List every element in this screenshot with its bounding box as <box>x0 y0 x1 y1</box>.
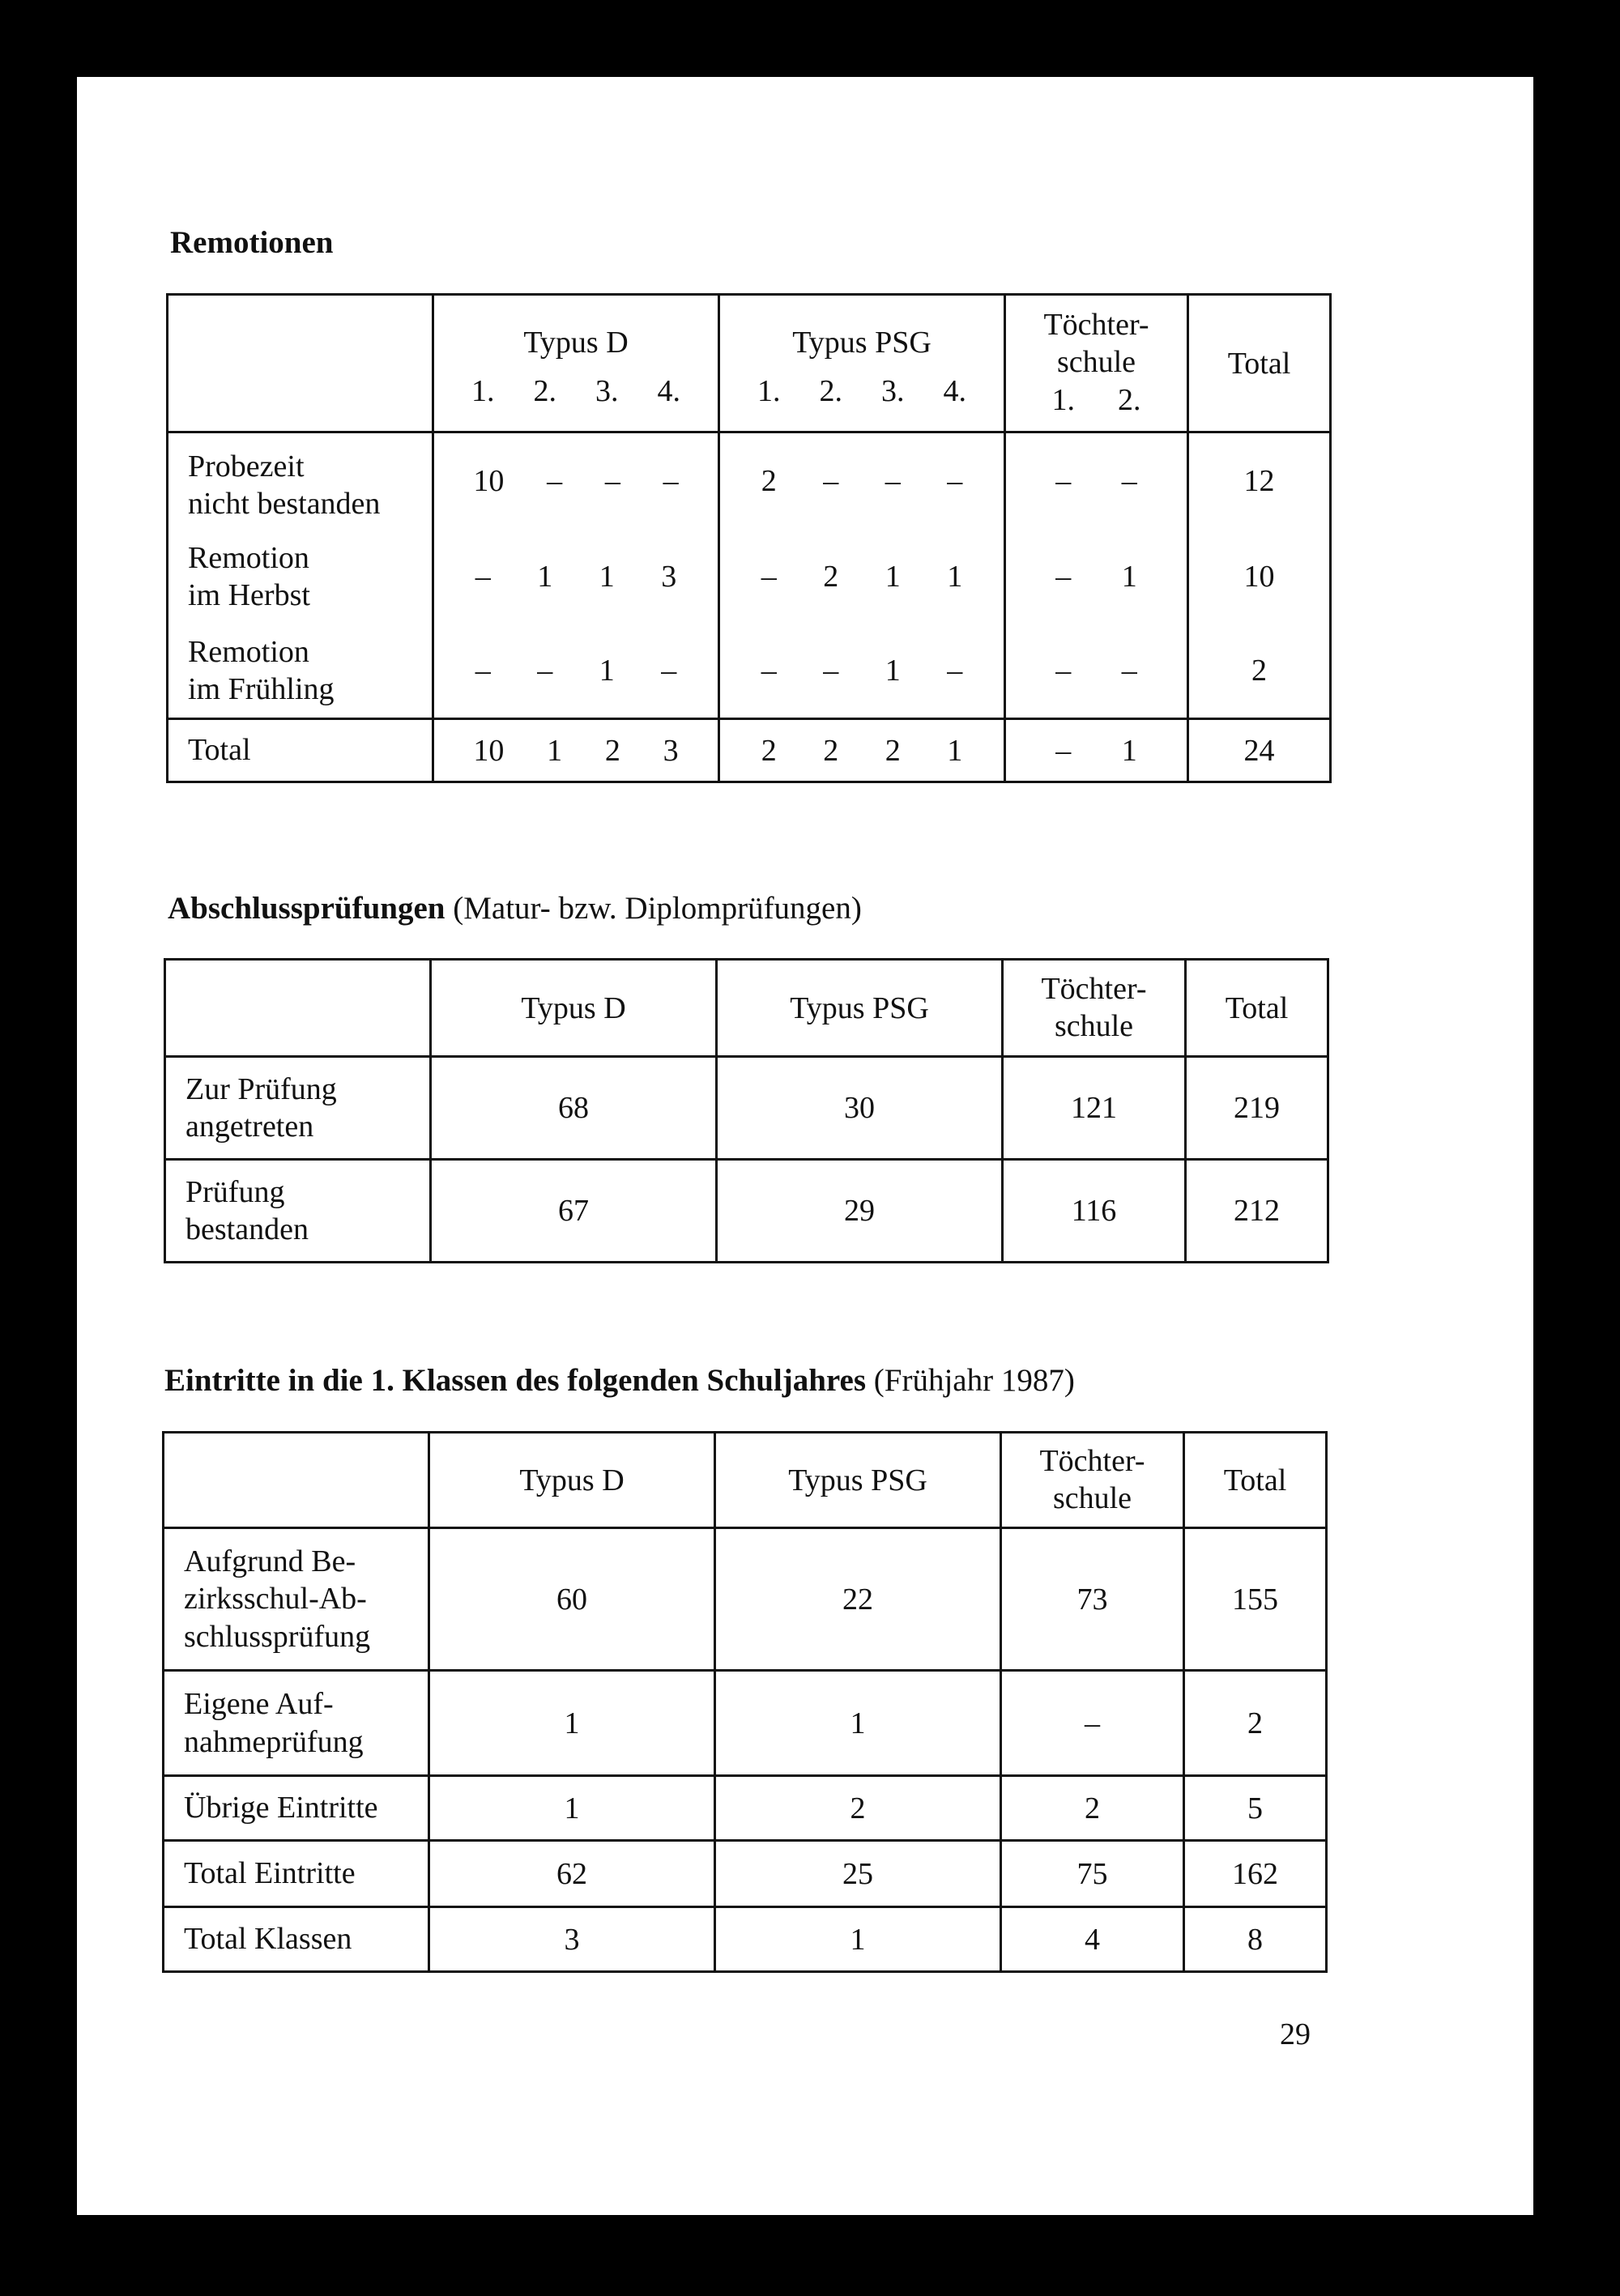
header-typus-psg <box>719 295 1005 432</box>
typus-d-values <box>433 530 719 624</box>
abschluss-subtitle: (Matur- bzw. Diplomprüfungen) <box>445 891 862 926</box>
sub-label: 1. <box>757 373 781 408</box>
row-total: 24 <box>1188 719 1331 782</box>
row-total: 2 <box>1188 624 1331 719</box>
abschluss-corner-cell <box>165 960 431 1057</box>
table-row <box>168 432 1331 530</box>
table-row <box>165 1160 1328 1263</box>
row-label: Total <box>168 719 433 782</box>
remotionen-heading <box>170 225 333 262</box>
cell-value: 1 <box>715 1907 1001 1972</box>
cell-value: 2 <box>823 560 839 594</box>
cell-value: – <box>823 464 839 499</box>
eintritte-title: Eintritte in die 1. Klassen des folgenden Schuljahres <box>164 1363 867 1398</box>
cell-value: – <box>823 654 839 688</box>
cell-value: 1 <box>947 733 963 768</box>
cell-value: 68 <box>431 1057 717 1160</box>
header-typus-psg: Typus PSG <box>717 960 1003 1057</box>
cell-value: 62 <box>429 1841 715 1907</box>
table-row <box>168 624 1331 719</box>
cell-value: 1 <box>885 654 901 688</box>
toechter-subheaders <box>1006 382 1187 420</box>
table-row <box>164 1671 1327 1776</box>
sub-label: 3. <box>881 373 905 408</box>
abschluss-table <box>164 958 1329 1263</box>
cell-value: 2 <box>715 1776 1001 1841</box>
cell-value: – <box>1055 654 1072 688</box>
cell-value: – <box>885 464 901 499</box>
cell-value: 1 <box>947 560 963 594</box>
row-label: Probezeit nicht bestanden <box>168 432 433 530</box>
row-label: Remotion im Frühling <box>168 624 433 719</box>
eintritte-heading <box>164 1363 1075 1399</box>
row-total: 12 <box>1188 432 1331 530</box>
cell-value: 3 <box>429 1907 715 1972</box>
header-typus-psg: Typus PSG <box>715 1433 1001 1528</box>
remotionen-table <box>166 293 1332 783</box>
cell-value: 3 <box>661 560 677 594</box>
cell-value: 10 <box>473 733 505 768</box>
header-toechterschule <box>1005 295 1188 432</box>
cell-value: 30 <box>717 1057 1003 1160</box>
abschluss-header-row <box>165 960 1328 1057</box>
eintritte-table <box>162 1431 1328 1973</box>
toechter-values <box>1005 624 1188 719</box>
cell-value: 2 <box>885 733 901 768</box>
table-row <box>164 1528 1327 1671</box>
cell-value: 10 <box>473 464 505 499</box>
page-number: 29 <box>1280 2017 1311 2051</box>
cell-value: 121 <box>1003 1057 1186 1160</box>
cell-value: – <box>661 654 677 688</box>
typus-d-subheaders <box>434 373 718 411</box>
toechter-values <box>1005 530 1188 624</box>
table-row <box>165 1057 1328 1160</box>
sub-label: 1. <box>1051 383 1075 418</box>
header-toechterschule: Töchter- schule <box>1003 960 1186 1057</box>
header-typus-d: Typus D <box>429 1433 715 1528</box>
cell-value: 2 <box>1184 1671 1327 1776</box>
cell-value: 2 <box>1001 1776 1184 1841</box>
header-typus-psg-label: Typus PSG <box>792 325 932 360</box>
toechter-values <box>1005 432 1188 530</box>
cell-value: – <box>475 560 491 594</box>
cell-value: – <box>761 560 777 594</box>
header-typus-d-label: Typus D <box>523 325 629 360</box>
cell-value: – <box>1001 1671 1184 1776</box>
cell-value: – <box>947 654 963 688</box>
cell-value: 5 <box>1184 1776 1327 1841</box>
remotionen-corner-cell <box>168 295 433 432</box>
abschluss-heading <box>168 891 862 927</box>
sub-label: 1. <box>471 373 495 408</box>
row-label: Remotion im Herbst <box>168 530 433 624</box>
cell-value: 162 <box>1184 1841 1327 1907</box>
cell-value: 73 <box>1001 1528 1184 1671</box>
row-label: Total Klassen <box>164 1907 429 1972</box>
remotionen-title: Remotionen <box>170 225 334 260</box>
header-total: Total <box>1184 1433 1327 1528</box>
sub-label: 2. <box>819 373 842 408</box>
cell-value: 8 <box>1184 1907 1327 1972</box>
cell-value: 2 <box>761 733 777 768</box>
total-row <box>168 719 1331 782</box>
table-row <box>164 1776 1327 1841</box>
cell-value: 1 <box>429 1671 715 1776</box>
row-label: Aufgrund Be- zirksschul-Ab- schlussprüfung <box>164 1528 429 1671</box>
cell-value: 1 <box>715 1671 1001 1776</box>
cell-value: 25 <box>715 1841 1001 1907</box>
header-toechterschule: Töchter- schule <box>1001 1433 1184 1528</box>
cell-value: 60 <box>429 1528 715 1671</box>
remotionen-header-row <box>168 295 1331 432</box>
table-row <box>164 1907 1327 1972</box>
cell-value: 155 <box>1184 1528 1327 1671</box>
eintritte-header-row <box>164 1433 1327 1528</box>
cell-value: 212 <box>1186 1160 1328 1263</box>
typus-psg-values <box>719 719 1005 782</box>
row-total: 10 <box>1188 530 1331 624</box>
cell-value: 2 <box>761 464 777 499</box>
row-label: Übrige Eintritte <box>164 1776 429 1841</box>
cell-value: – <box>537 654 553 688</box>
cell-value: – <box>475 654 491 688</box>
cell-value: 1 <box>537 560 553 594</box>
cell-value: 29 <box>717 1160 1003 1263</box>
cell-value: – <box>547 464 563 499</box>
cell-value: 116 <box>1003 1160 1186 1263</box>
cell-value: 3 <box>663 733 679 768</box>
row-label: Prüfung bestanden <box>165 1160 431 1263</box>
cell-value: 1 <box>1121 733 1137 768</box>
typus-psg-values <box>719 530 1005 624</box>
eintritte-subtitle: (Frühjahr 1987) <box>866 1363 1075 1398</box>
cell-value: – <box>1121 654 1137 688</box>
cell-value: – <box>1055 560 1072 594</box>
sub-label: 2. <box>1118 383 1141 418</box>
sub-label: 4. <box>943 373 966 408</box>
sub-label: 4. <box>657 373 680 408</box>
typus-d-values <box>433 624 719 719</box>
header-toechterschule-label: Töchter- schule <box>1043 308 1149 379</box>
cell-value: 219 <box>1186 1057 1328 1160</box>
row-label: Total Eintritte <box>164 1841 429 1907</box>
cell-value: – <box>1055 464 1072 499</box>
typus-d-values <box>433 432 719 530</box>
sub-label: 3. <box>595 373 619 408</box>
header-typus-d <box>433 295 719 432</box>
abschluss-title: Abschlussprüfungen <box>168 891 446 926</box>
cell-value: 2 <box>604 733 620 768</box>
table-row <box>168 530 1331 624</box>
typus-psg-subheaders <box>720 373 1004 411</box>
header-typus-d: Typus D <box>431 960 717 1057</box>
header-total <box>1188 295 1331 432</box>
row-label: Eigene Auf- nahmeprüfung <box>164 1671 429 1776</box>
typus-psg-values <box>719 432 1005 530</box>
cell-value: 4 <box>1001 1907 1184 1972</box>
cell-value: – <box>761 654 777 688</box>
row-label: Zur Prüfung angetreten <box>165 1057 431 1160</box>
header-total: Total <box>1186 960 1328 1057</box>
cell-value: 2 <box>823 733 839 768</box>
header-total-label: Total <box>1227 346 1291 381</box>
typus-psg-values <box>719 624 1005 719</box>
document-page <box>77 77 1533 2215</box>
table-row <box>164 1841 1327 1907</box>
cell-value: 22 <box>715 1528 1001 1671</box>
cell-value: 1 <box>429 1776 715 1841</box>
cell-value: – <box>1121 464 1137 499</box>
cell-value: 1 <box>1121 560 1137 594</box>
cell-value: – <box>663 464 679 499</box>
eintritte-corner-cell <box>164 1433 429 1528</box>
cell-value: 75 <box>1001 1841 1184 1907</box>
cell-value: 1 <box>547 733 563 768</box>
cell-value: – <box>604 464 620 499</box>
cell-value: 1 <box>599 654 615 688</box>
sub-label: 2. <box>533 373 556 408</box>
cell-value: 1 <box>885 560 901 594</box>
cell-value: 1 <box>599 560 615 594</box>
typus-d-values <box>433 719 719 782</box>
toechter-values <box>1005 719 1188 782</box>
cell-value: – <box>947 464 963 499</box>
cell-value: – <box>1055 733 1072 768</box>
cell-value: 67 <box>431 1160 717 1263</box>
